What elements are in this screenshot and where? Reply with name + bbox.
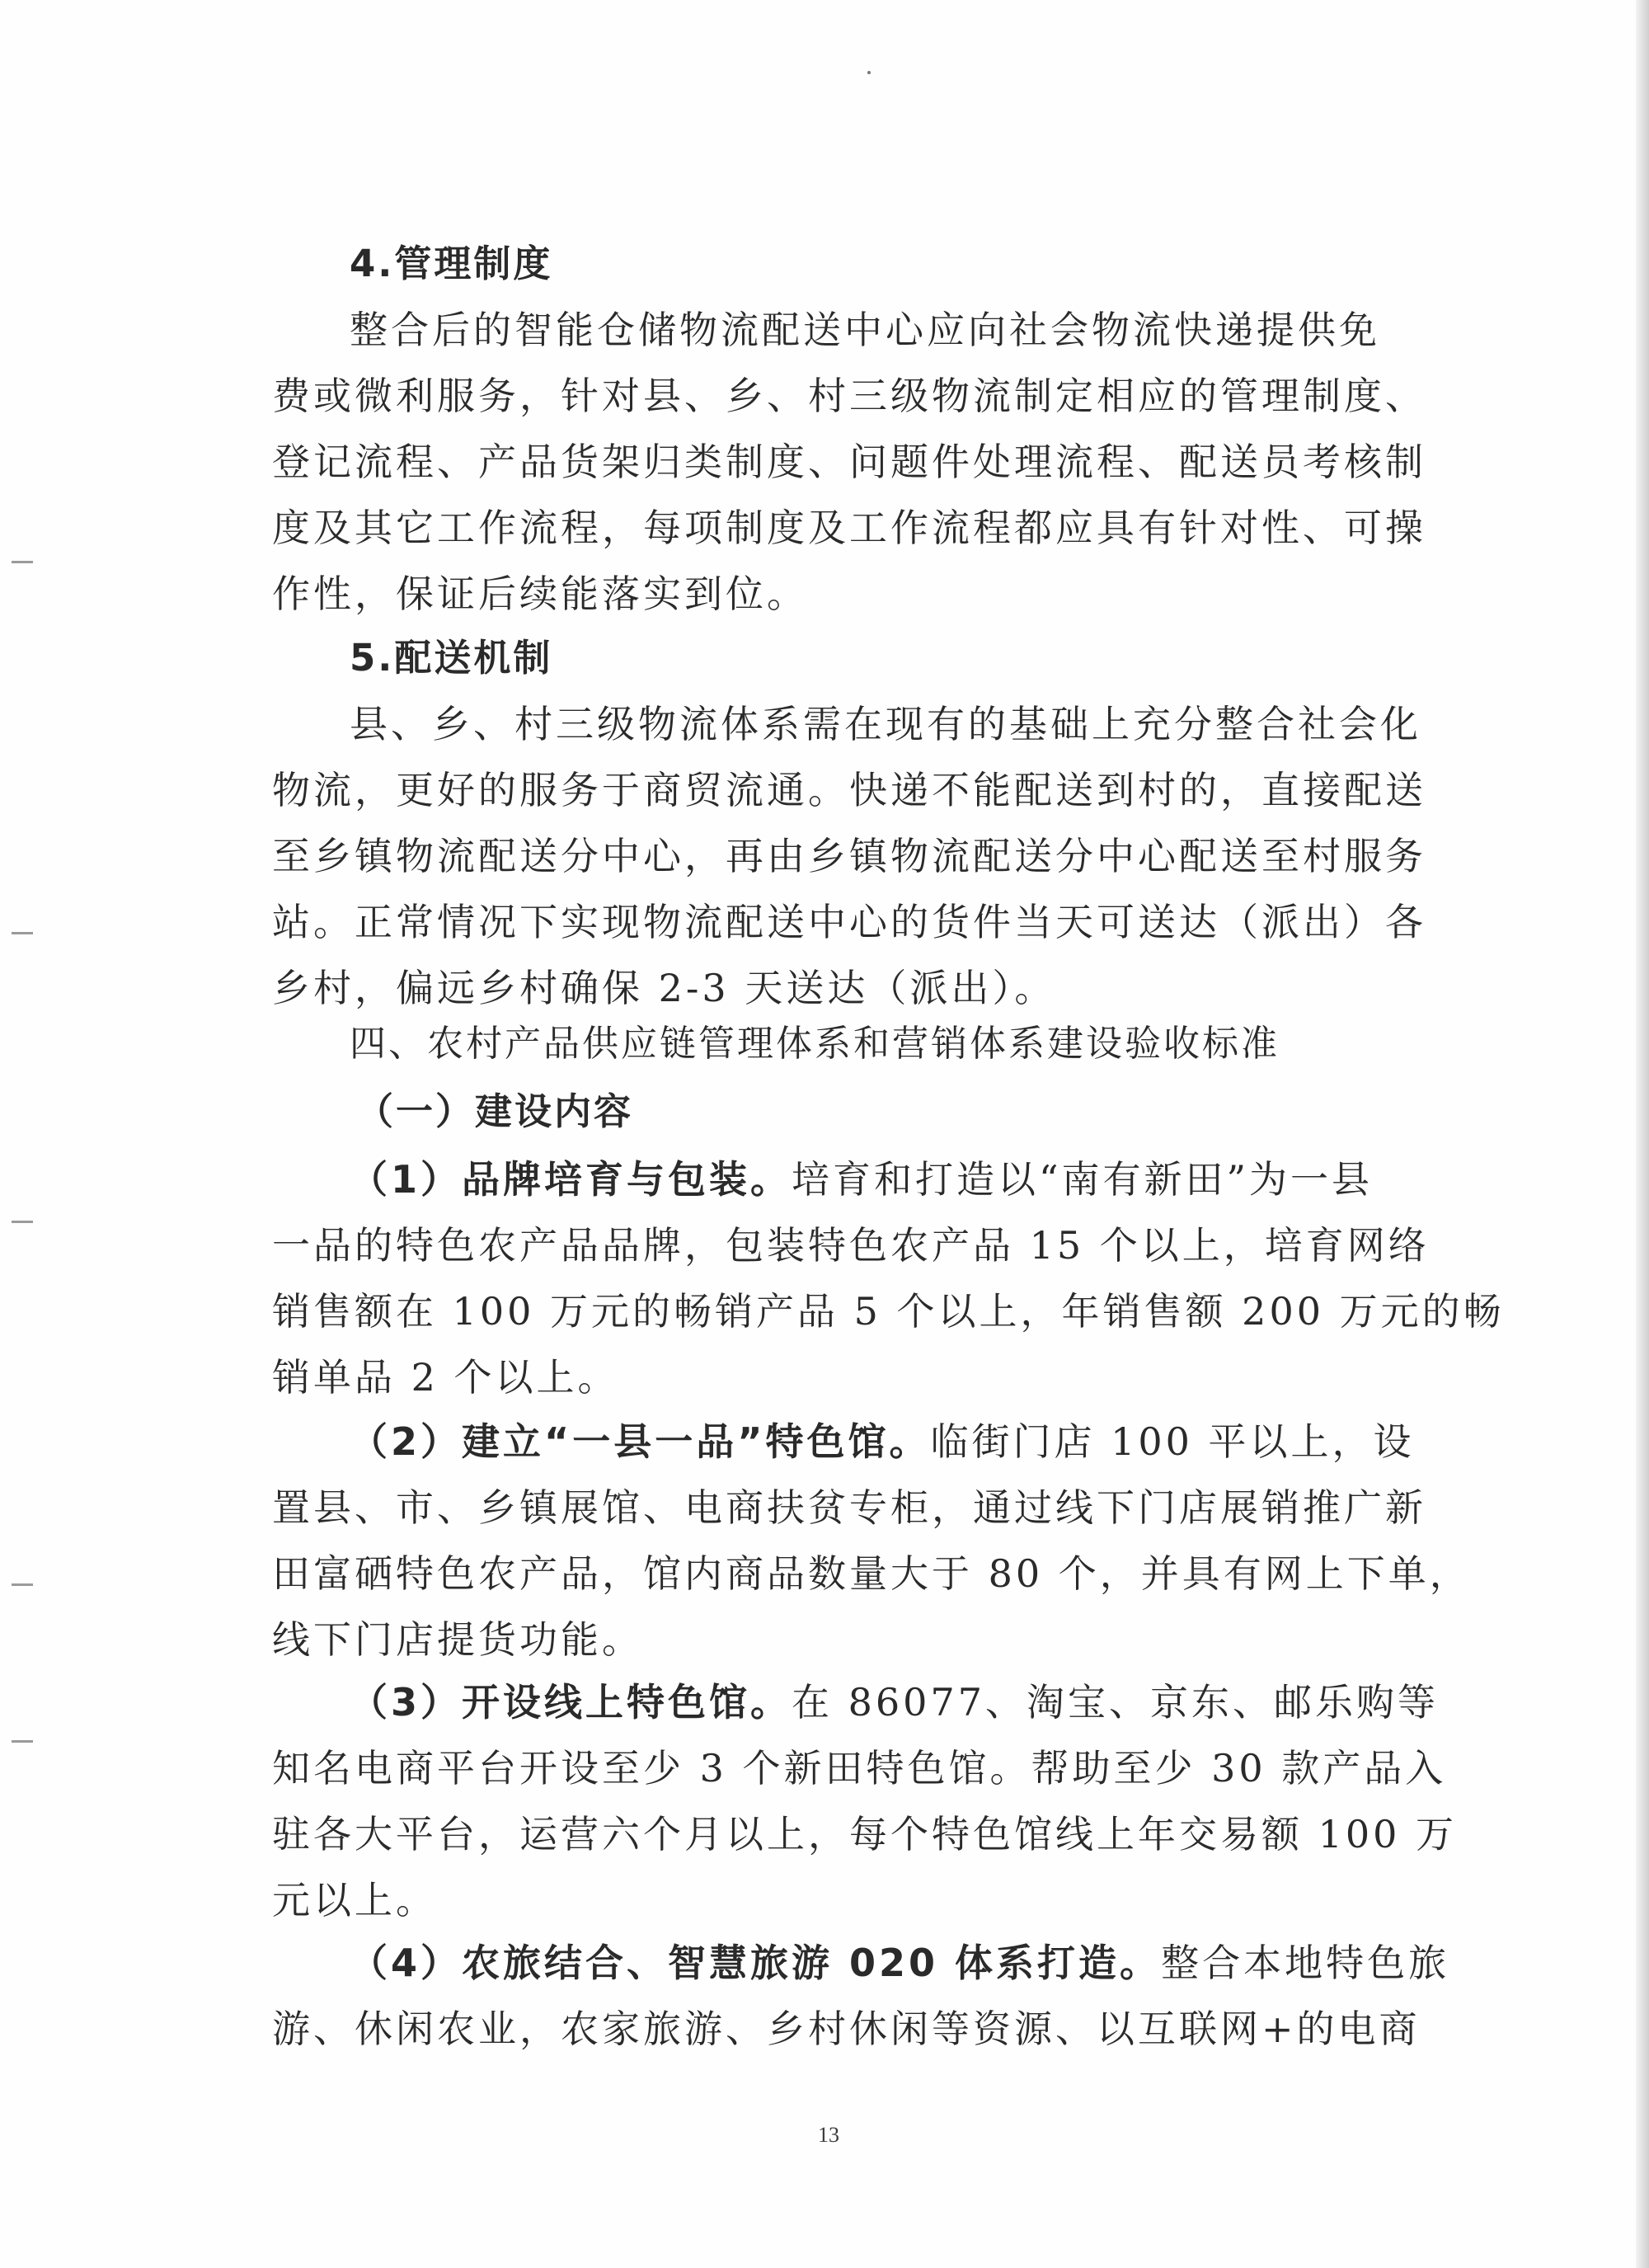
item-1-line: 销单品 2 个以上。 bbox=[272, 1355, 619, 1400]
section-5-line: 站。正常情况下实现物流配送中心的货件当天可送达（派出）各 bbox=[272, 900, 1426, 944]
section-4-line: 整合后的智能仓储物流配送中心应向社会物流快递提供免 bbox=[350, 308, 1380, 352]
item-2-first-line bbox=[350, 1407, 1415, 1476]
item-2-lead: （2）建立“一县一品”特色馆。 bbox=[350, 1419, 931, 1464]
item-3-first-line bbox=[350, 1668, 1439, 1737]
item-2-line: 田富硒特色农产品，馆内商品数量大于 80 个，并具有网上下单， bbox=[272, 1551, 1471, 1596]
section-5-line: 乡村，偏远乡村确保 2-3 天送达（派出）。 bbox=[272, 966, 1056, 1010]
section-4-line: 度及其它工作流程，每项制度及工作流程都应具有针对性、可操 bbox=[272, 506, 1426, 550]
binding-mark bbox=[12, 932, 33, 934]
binding-mark bbox=[12, 1740, 33, 1743]
item-3-line: 元以上。 bbox=[272, 1878, 437, 1922]
item-1-first-line bbox=[350, 1145, 1402, 1214]
section-5-line: 至乡镇物流配送分中心，再由乡镇物流配送分中心配送至村服务 bbox=[272, 834, 1426, 878]
section-5-line: 物流，更好的服务于商贸流通。快递不能配送到村的，直接配送 bbox=[272, 768, 1426, 812]
item-4-line: 游、休闲农业，农家旅游、乡村休闲等资源、以互联网+的电商 bbox=[272, 2007, 1421, 2051]
item-4-first-line bbox=[350, 1928, 1450, 1997]
scan-speck bbox=[867, 71, 871, 74]
item-4-text: 整合本地特色旅 bbox=[1161, 1941, 1450, 1985]
section-5-line: 县、乡、村三级物流体系需在现有的基础上充分整合社会化 bbox=[350, 702, 1421, 746]
item-3-lead: （3）开设线上特色馆。 bbox=[350, 1680, 792, 1725]
item-2-line: 置县、市、乡镇展馆、电商扶贫专柜，通过线下门店展销推广新 bbox=[272, 1485, 1426, 1530]
item-3-line: 驻各大平台，运营六个月以上，每个特色馆线上年交易额 100 万 bbox=[272, 1812, 1458, 1856]
scan-edge bbox=[1636, 0, 1649, 2268]
section-5-heading: 5.配送机制 bbox=[350, 636, 553, 680]
item-2-line: 线下门店提货功能。 bbox=[272, 1617, 643, 1662]
part-4-subheading: （一）建设内容 bbox=[356, 1089, 634, 1133]
page-number: 13 bbox=[818, 2123, 839, 2147]
binding-mark bbox=[12, 1221, 33, 1223]
item-4-lead: （4）农旅结合、智慧旅游 020 体系打造。 bbox=[350, 1941, 1162, 1985]
item-2-text: 临街门店 100 平以上，设 bbox=[930, 1419, 1415, 1464]
binding-mark bbox=[12, 561, 33, 563]
binding-mark bbox=[12, 1583, 33, 1586]
item-1-line: 一品的特色农产品品牌，包装特色农产品 15 个以上，培育网络 bbox=[272, 1223, 1430, 1268]
section-4-line: 作性，保证后续能落实到位。 bbox=[272, 572, 808, 616]
section-4-line: 登记流程、产品货架归类制度、问题件处理流程、配送员考核制 bbox=[272, 440, 1426, 484]
item-3-line: 知名电商平台开设至少 3 个新田特色馆。帮助至少 30 款产品入 bbox=[272, 1746, 1447, 1790]
section-4-line: 费或微利服务，针对县、乡、村三级物流制定相应的管理制度、 bbox=[272, 374, 1426, 418]
item-1-line: 销售额在 100 万元的畅销产品 5 个以上，年销售额 200 万元的畅 bbox=[272, 1289, 1505, 1334]
section-4-heading: 4.管理制度 bbox=[350, 242, 553, 285]
item-3-text: 在 86077、淘宝、京东、邮乐购等 bbox=[792, 1680, 1439, 1725]
item-1-text: 培育和打造以“南有新田”为一县 bbox=[792, 1157, 1374, 1202]
part-4-heading: 四、农村产品供应链管理体系和营销体系建设验收标准 bbox=[350, 1023, 1280, 1065]
item-1-lead: （1）品牌培育与包装。 bbox=[350, 1157, 792, 1202]
